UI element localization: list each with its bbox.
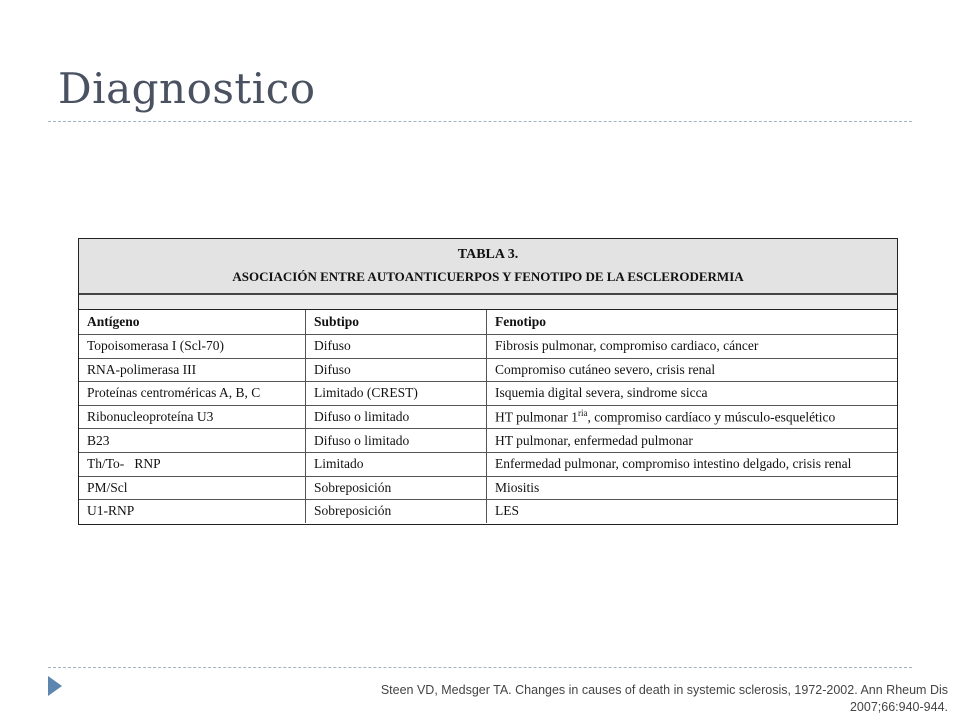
table-row	[79, 452, 897, 476]
cell-subtipo: Limitado	[306, 452, 487, 476]
cell-fenotipo: LES	[487, 500, 898, 523]
citation-line-1: Steen VD, Medsger TA. Changes in causes of death in systemic sclerosis, 1972-2002. Ann Rheum Dis	[380, 683, 948, 697]
cell-subtipo: Sobreposición	[306, 476, 487, 500]
cell-fenotipo: Fibrosis pulmonar, compromiso cardiaco, cáncer	[487, 335, 898, 359]
table-row	[79, 429, 897, 453]
table-row	[79, 335, 897, 359]
cell-fenotipo: HT pulmonar $1^{ria}$, compromiso cardíaco y músculo-esquelético	[487, 405, 898, 429]
cell-subtipo: Difuso o limitado	[306, 429, 487, 453]
table-row	[79, 405, 897, 429]
cell-fenotipo: Enfermedad pulmonar, compromiso intestino delgado, crisis renal	[487, 452, 898, 476]
autoantibody-table	[79, 310, 897, 523]
cell-subtipo: Difuso	[306, 358, 487, 382]
cell-antigeno: Topoisomerasa I (Scl-70)	[79, 335, 306, 359]
table-row	[79, 500, 897, 523]
cell-antigeno: B23	[79, 429, 306, 453]
table-header-row	[79, 310, 897, 335]
header-antigeno: Antígeno	[79, 310, 306, 335]
citation-line-2: 2007;66:940-944.	[849, 700, 948, 714]
cell-fenotipo: Miositis	[487, 476, 898, 500]
table-caption	[79, 239, 897, 295]
cell-antigeno: Ribonucleoproteína U3	[79, 405, 306, 429]
table-caption-number: TABLA 3.	[457, 247, 519, 262]
cell-antigeno: PM/Scl	[79, 476, 306, 500]
table-row	[79, 476, 897, 500]
cell-antigeno: Proteínas centroméricas A, B, C	[79, 382, 306, 406]
cell-antigeno: U1-RNP	[79, 500, 306, 523]
cell-subtipo: Difuso o limitado	[306, 405, 487, 429]
table-row	[79, 382, 897, 406]
header-subtipo: Subtipo	[306, 310, 487, 335]
cell-fenotipo: HT pulmonar, enfermedad pulmonar	[487, 429, 898, 453]
table-figure	[78, 238, 898, 525]
citation	[328, 682, 948, 716]
cell-antigeno: RNA-polimerasa III	[79, 358, 306, 382]
cell-fenotipo: Compromiso cutáneo severo, crisis renal	[487, 358, 898, 382]
cell-subtipo: Sobreposición	[306, 500, 487, 523]
cell-subtipo: Difuso	[306, 335, 487, 359]
cell-subtipo: Limitado (CREST)	[306, 382, 487, 406]
header-fenotipo: Fenotipo	[487, 310, 898, 335]
cell-fenotipo: Isquemia digital severa, sindrome sicca	[487, 382, 898, 406]
caption-spacer	[79, 295, 897, 310]
top-divider	[48, 121, 912, 122]
table-row	[79, 358, 897, 382]
superscript: ria	[578, 408, 588, 419]
table-caption-title: ASOCIACIÓN ENTRE AUTOANTICUERPOS Y FENOTIPO DE LA ESCLERODERMIA	[232, 269, 744, 284]
play-triangle-icon	[48, 676, 62, 696]
slide-title: Diagnostico	[58, 64, 316, 113]
bottom-divider	[48, 667, 912, 668]
cell-antigeno: Th/To- RNP	[79, 452, 306, 476]
